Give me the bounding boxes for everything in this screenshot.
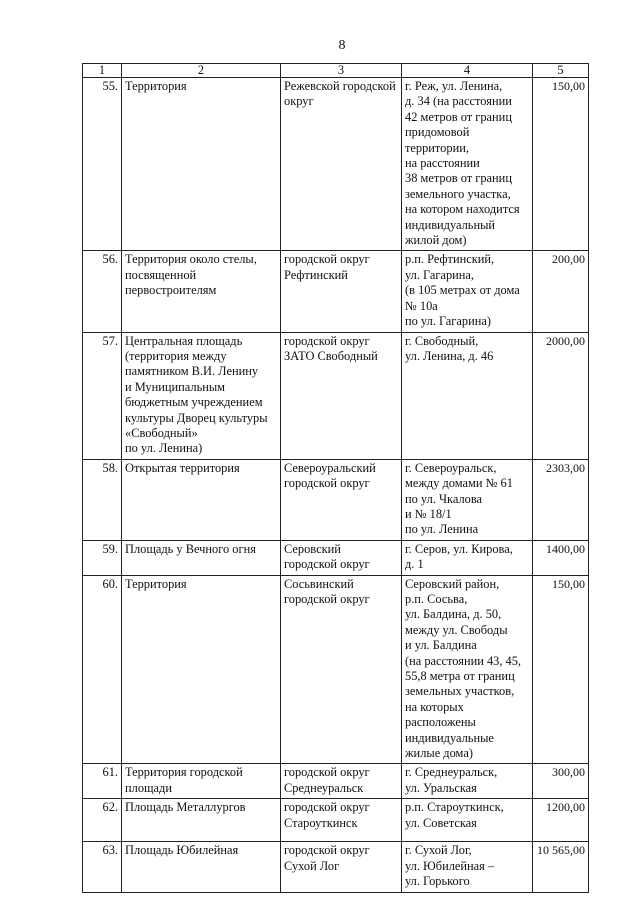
- territory-name-line: Территория городской: [125, 765, 243, 780]
- address: [402, 799, 533, 842]
- address: [402, 575, 533, 764]
- address-line: г. Среднеуральск,: [405, 765, 498, 780]
- address-line: территории,: [405, 140, 469, 155]
- area-value: 200,00: [533, 251, 589, 332]
- table-row: [83, 764, 589, 799]
- registry-table: [82, 63, 589, 893]
- table-row: [83, 332, 589, 459]
- address-line: (в 105 метрах от дома: [405, 283, 520, 298]
- territory-name: [122, 842, 281, 892]
- table-row: [83, 251, 589, 332]
- address: [402, 251, 533, 332]
- address-line: по ул. Гагарина): [405, 314, 491, 329]
- municipal-district: [281, 575, 402, 764]
- municipal-district: [281, 799, 402, 842]
- district-line: ЗАТО Свободный: [284, 348, 378, 363]
- row-number: 61.: [83, 764, 122, 799]
- territory-name-line: и Муниципальным: [125, 379, 226, 394]
- row-number: 60.: [83, 575, 122, 764]
- territory-name-line: Территория: [125, 576, 187, 591]
- area-value: 1200,00: [533, 799, 589, 842]
- address-line: земельного участка,: [405, 186, 511, 201]
- area-value: 1400,00: [533, 540, 589, 575]
- address: [402, 540, 533, 575]
- district-line: Староуткинск: [284, 815, 358, 830]
- address-line: г. Сухой Лог,: [405, 843, 472, 858]
- territory-name: [122, 332, 281, 459]
- column-header-area: 5: [533, 64, 589, 78]
- row-number: 55.: [83, 78, 122, 251]
- territory-name-line: бюджетным учреждением: [125, 395, 263, 410]
- address-line: г. Реж, ул. Ленина,: [405, 79, 503, 93]
- district-line: Рефтинский: [284, 267, 348, 282]
- column-header-number: 1: [83, 64, 122, 78]
- district-line: Сосьвинский: [284, 576, 354, 591]
- territory-name-line: «Свободный»: [125, 425, 198, 440]
- table-row: [83, 842, 589, 892]
- address-line: на котором находится: [405, 202, 520, 217]
- municipal-district: [281, 78, 402, 251]
- territory-name-line: Площадь Металлургов: [125, 800, 246, 815]
- area-value: 2303,00: [533, 459, 589, 540]
- district-line: городской округ: [284, 765, 370, 780]
- territory-name-line: посвященной: [125, 267, 197, 282]
- area-value: 300,00: [533, 764, 589, 799]
- area-value: 150,00: [533, 78, 589, 251]
- table-row: [83, 575, 589, 764]
- territory-name-line: Территория: [125, 79, 187, 93]
- territory-name: [122, 540, 281, 575]
- municipal-district: [281, 251, 402, 332]
- territory-name-line: культуры Дворец культуры: [125, 410, 268, 425]
- address: [402, 78, 533, 251]
- address-line: жилой дом): [405, 233, 467, 248]
- address-line: г. Свободный,: [405, 333, 479, 348]
- row-number: 57.: [83, 332, 122, 459]
- address-line: ул. Горького: [405, 874, 470, 889]
- address-line: по ул. Ленина: [405, 522, 479, 537]
- address-line: на которых: [405, 699, 464, 714]
- territory-name-line: Площадь Юбилейная: [125, 843, 239, 858]
- address-line: р.п. Рефтинский,: [405, 252, 495, 267]
- district-line: Североуральский: [284, 460, 376, 475]
- district-line: городской округ: [284, 476, 370, 491]
- district-line: округ: [284, 94, 314, 109]
- address-line: 38 метров от границ: [405, 171, 512, 186]
- address-line: Серовский район,: [405, 576, 500, 591]
- territory-name-line: Площадь у Вечного огня: [125, 541, 256, 556]
- district-line: городской округ: [284, 843, 370, 858]
- district-line: городской округ: [284, 592, 370, 606]
- row-number: 63.: [83, 842, 122, 892]
- territory-name: [122, 575, 281, 764]
- district-line: Сухой Лог: [284, 858, 340, 873]
- address-line: № 10а: [405, 298, 438, 313]
- table-body: [83, 78, 589, 893]
- territory-name: [122, 459, 281, 540]
- area-value: 2000,00: [533, 332, 589, 459]
- municipal-district: [281, 764, 402, 799]
- territory-name: [122, 78, 281, 251]
- territory-name-line: памятником В.И. Ленину: [125, 364, 259, 379]
- address-line: 55,8 метра от границ: [405, 669, 515, 684]
- address-line: ул. Гагарина,: [405, 267, 475, 282]
- territory-name: [122, 799, 281, 842]
- address-line: земельных участков,: [405, 684, 515, 699]
- district-line: городской округ: [284, 800, 370, 815]
- address-line: придомовой: [405, 125, 470, 140]
- address-line: (на расстоянии 43, 45,: [405, 653, 522, 668]
- row-number: 59.: [83, 540, 122, 575]
- address: [402, 332, 533, 459]
- table-row: [83, 799, 589, 842]
- municipal-district: [281, 332, 402, 459]
- district-line: Среднеуральск: [284, 780, 364, 795]
- address-line: и № 18/1: [405, 506, 452, 521]
- address-line: г. Серов, ул. Кирова,: [405, 541, 513, 556]
- table-row: [83, 78, 589, 251]
- municipal-district: [281, 459, 402, 540]
- municipal-district: [281, 540, 402, 575]
- page-number: 8: [338, 38, 346, 53]
- territory-name-line: Территория около стелы,: [125, 252, 257, 267]
- address-line: расположены: [405, 715, 476, 730]
- column-header-district: 3: [281, 64, 402, 78]
- address-line: между ул. Свободы: [405, 622, 508, 637]
- district-line: городской округ: [284, 252, 370, 267]
- address-line: между домами № 61: [405, 476, 513, 491]
- district-line: Режевской городской: [284, 79, 396, 93]
- address-line: д. 34 (на расстоянии: [405, 94, 512, 109]
- column-header-address: 4: [402, 64, 533, 78]
- area-value: 150,00: [533, 575, 589, 764]
- table-row: [83, 540, 589, 575]
- territory-name-line: по ул. Ленина): [125, 441, 203, 456]
- territory-name: [122, 764, 281, 799]
- address-line: и ул. Балдина: [405, 638, 477, 653]
- territory-name-line: площади: [125, 780, 172, 795]
- address-line: индивидуальный: [405, 217, 496, 232]
- address: [402, 842, 533, 892]
- address-line: на расстоянии: [405, 156, 480, 171]
- address-line: г. Североуральск,: [405, 460, 497, 475]
- address-line: ул. Советская: [405, 815, 477, 830]
- address-line: ул. Уральская: [405, 780, 477, 795]
- address-line: р.п. Сосьва,: [405, 592, 468, 606]
- row-number: 62.: [83, 799, 122, 842]
- address-line: индивидуальные: [405, 730, 494, 745]
- territory-name-line: Центральная площадь: [125, 333, 243, 348]
- district-line: городской округ: [284, 333, 370, 348]
- district-line: Серовский: [284, 541, 341, 556]
- table-row: [83, 459, 589, 540]
- address-line: ул. Балдина, д. 50,: [405, 607, 502, 622]
- column-header-name: 2: [122, 64, 281, 78]
- row-number: 56.: [83, 251, 122, 332]
- district-line: городской округ: [284, 557, 370, 572]
- municipal-district: [281, 842, 402, 892]
- table-header-row: [83, 64, 589, 78]
- address-line: ул. Ленина, д. 46: [405, 348, 494, 363]
- address-line: 42 метров от границ: [405, 109, 512, 124]
- address-line: д. 1: [405, 557, 424, 572]
- address: [402, 459, 533, 540]
- address-line: жилые дома): [405, 746, 473, 761]
- row-number: 58.: [83, 459, 122, 540]
- address-line: р.п. Староуткинск,: [405, 800, 504, 815]
- area-value: 10 565,00: [533, 842, 589, 892]
- territory-name: [122, 251, 281, 332]
- address-line: по ул. Чкалова: [405, 491, 483, 506]
- territory-name-line: Открытая территория: [125, 460, 240, 475]
- address: [402, 764, 533, 799]
- territory-name-line: первостроителям: [125, 283, 217, 298]
- address-line: ул. Юбилейная –: [405, 858, 495, 873]
- territory-name-line: (территория между: [125, 348, 227, 363]
